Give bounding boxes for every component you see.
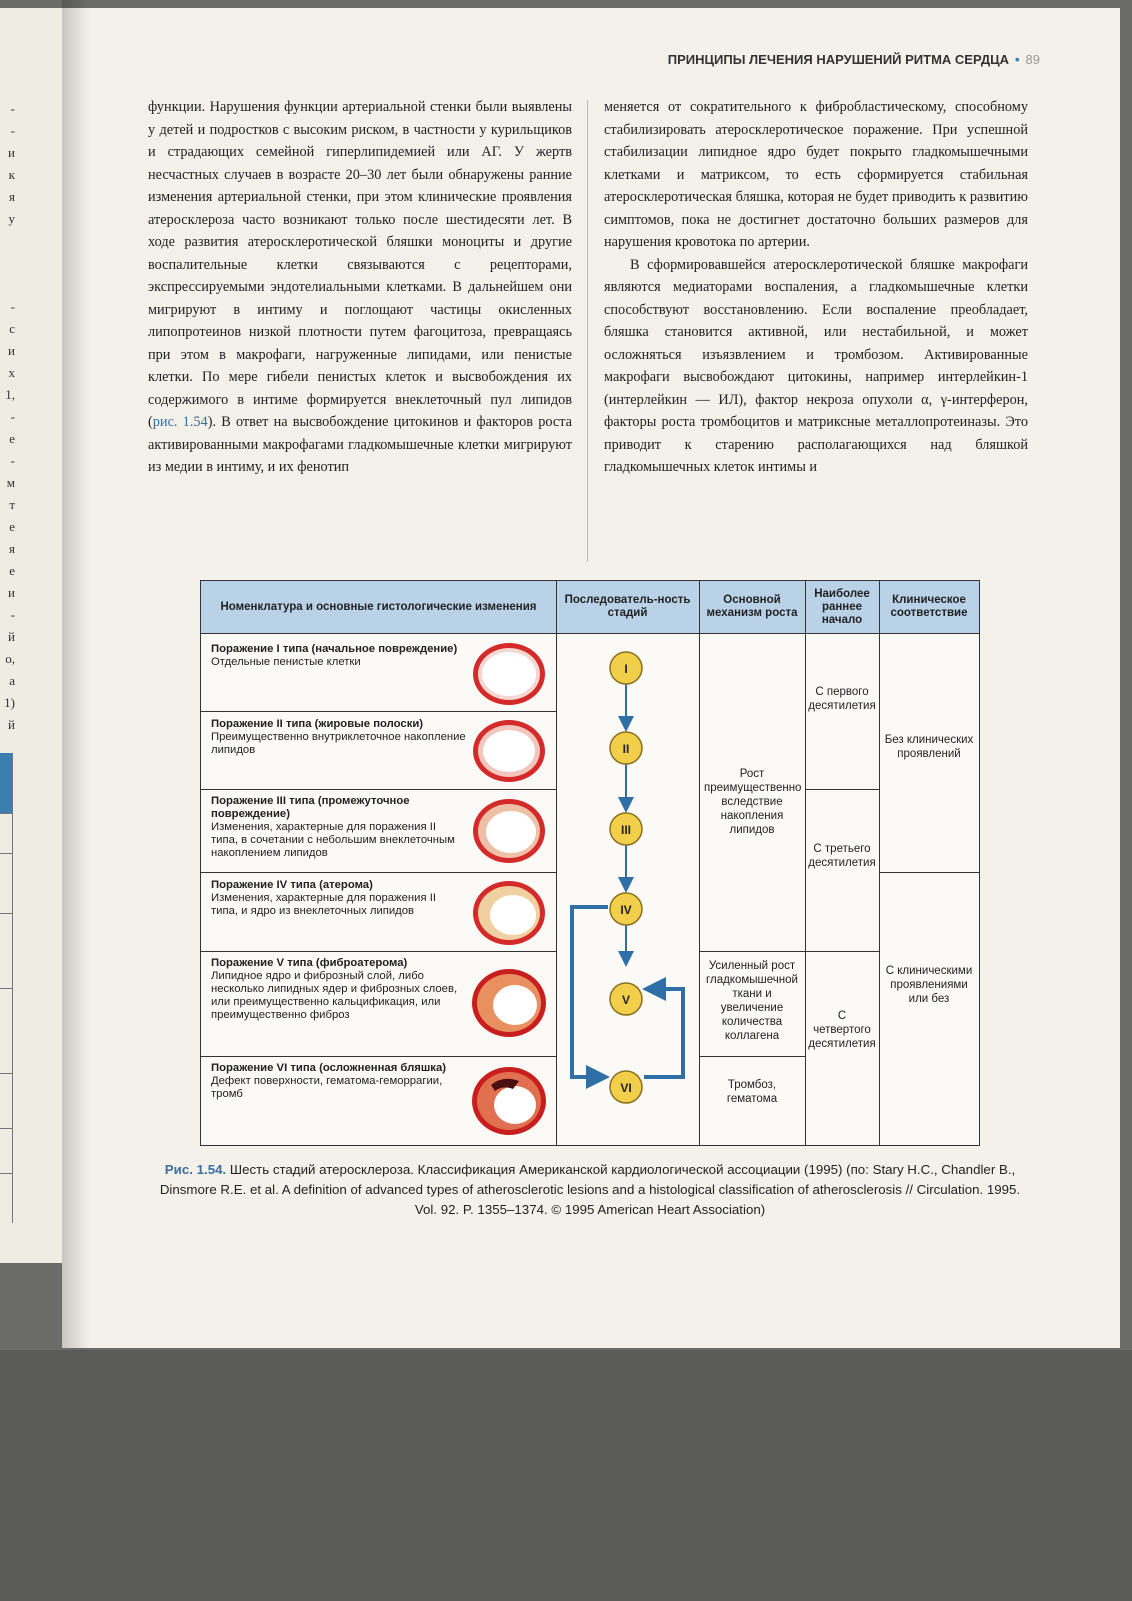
margin-fragment: а bbox=[9, 673, 15, 688]
onset-first: С первого десятилетия bbox=[808, 686, 876, 712]
clinical-none: Без клинических проявлений bbox=[884, 734, 974, 760]
lesion-title: Поражение V типа (фиброатерома) bbox=[211, 957, 408, 969]
margin-fragment: й bbox=[8, 629, 15, 644]
artery-cross-section-icon bbox=[469, 716, 549, 786]
lesion-description: Дефект поверхности, гематома-геморрагии, тромб bbox=[211, 1075, 443, 1100]
margin-fragment: и bbox=[8, 145, 15, 160]
margin-fragment: - bbox=[10, 409, 15, 424]
mechanism-lipid: Рост преимущественно вследствие накопления липидов bbox=[704, 768, 802, 836]
paragraph-text: ). В ответ на высвобождение цитокинов и факторов роста активированными макрофагами гладкомышечные клетки мигрируют из медии в интиму, и их фенотип bbox=[148, 414, 572, 475]
page-number: 89 bbox=[1025, 52, 1040, 67]
lesion-title: Поражение I типа (начальное повреждение) bbox=[211, 643, 458, 655]
running-head-separator: • bbox=[1014, 52, 1020, 67]
lesion-row-3 bbox=[211, 795, 466, 860]
lesion-title: Поражение VI типа (осложненная бляшка) bbox=[211, 1062, 447, 1074]
stage-label: I bbox=[624, 662, 628, 676]
lesion-description: Изменения, характерные для поражения II типа, и ядро из внеклеточных липидов bbox=[211, 892, 436, 917]
lesion-row-6 bbox=[211, 1062, 466, 1101]
lesion-description: Преимущественно внутриклеточное накопление липидов bbox=[211, 731, 466, 756]
paragraph bbox=[148, 96, 572, 479]
paragraph-text: функции. Нарушения функции артериальной стенки были выявлены у детей и подростков с высоким риском, в частности у курильщиков и страдающих семейной гиперлипидемией или АГ. У жертв несчастных случаев в возрасте 20–30 лет были обнаружены ранние изменения артериальной стенки, при этом клинические проявления атеросклероза часто возникают только после шестидесяти лет. В ходе развития атеросклеротической бляшки моноциты и другие воспалительные клетки связываются с рецепторами, экспрессируемыми эндотелиальными клетками. В дальнейшем они мигрируют в интиму и поглощают частицы окисленных липопротеинов низкой плотности путем фагоцитоза, превращаясь при этом в макрофаги, нагруженные липидами, или пенистые клетки. По мере гибели пенистых клеток и высвобождения их содержимого в интиме формируется внеклеточный пул липидов ( bbox=[148, 99, 572, 430]
mechanism-smooth-muscle: Усиленный рост гладкомышечной ткани и увеличение количества коллагена bbox=[706, 960, 798, 1042]
margin-fragment: х bbox=[8, 365, 15, 380]
margin-fragment: я bbox=[9, 189, 15, 204]
margin-fragment: е bbox=[9, 563, 15, 578]
running-head bbox=[590, 52, 1040, 67]
lesion-row-5 bbox=[211, 957, 466, 1022]
onset-third: С третьего десятилетия bbox=[808, 843, 876, 869]
margin-fragment: с bbox=[9, 321, 15, 336]
lesion-row-4 bbox=[211, 879, 466, 918]
margin-fragment bbox=[0, 274, 15, 296]
header-nomenclature: Номенклатура и основные гистологические изменения bbox=[220, 600, 537, 613]
lesion-row-2 bbox=[211, 718, 466, 757]
stage-label: IV bbox=[620, 903, 632, 917]
stage-marker-icon bbox=[606, 1067, 646, 1107]
lesion-title: Поражение II типа (жировые полоски) bbox=[211, 718, 424, 730]
artery-cross-section-icon bbox=[469, 1063, 549, 1139]
margin-fragment: й bbox=[8, 717, 15, 732]
stage-marker-icon bbox=[606, 809, 646, 849]
figure-caption-label: Рис. 1.54. bbox=[164, 1162, 227, 1177]
lesion-title: Поражение III типа (промежуточное повреждение) bbox=[211, 795, 410, 820]
artery-cross-section-icon bbox=[469, 965, 549, 1041]
header-onset: Наиболее раннее начало bbox=[814, 587, 870, 626]
margin-fragment: и bbox=[8, 343, 15, 358]
mechanism-thrombosis: Тромбоз, гематома bbox=[726, 1079, 778, 1105]
header-mechanism: Основной механизм роста bbox=[706, 594, 798, 619]
stage-label: II bbox=[622, 742, 630, 756]
margin-fragment: 1) bbox=[4, 695, 15, 710]
margin-fragment: у bbox=[8, 211, 15, 226]
margin-fragment: - bbox=[10, 607, 15, 622]
margin-fragment: я bbox=[9, 541, 15, 556]
left-page-edge bbox=[0, 8, 62, 1263]
figure-caption bbox=[150, 1160, 1030, 1220]
left-page-table-fragment bbox=[0, 753, 13, 1223]
header-sequence: Последователь-ность стадий bbox=[564, 594, 691, 619]
stage-label: III bbox=[620, 823, 632, 837]
margin-fragment: - bbox=[10, 123, 15, 138]
margin-fragment bbox=[0, 252, 15, 274]
clinical-with: С клиническими проявлениями или без bbox=[885, 965, 973, 1005]
stage-marker-icon bbox=[606, 648, 646, 688]
text-column-left bbox=[148, 96, 572, 479]
onset-fourth: С четвертого десятилетия bbox=[808, 1010, 876, 1050]
artery-cross-section-icon bbox=[469, 795, 549, 867]
artery-cross-section-icon bbox=[469, 639, 549, 709]
margin-fragment: 1, bbox=[5, 387, 15, 402]
lesion-description: Липидное ядро и фиброзный слой, либо несколько липидных ядер и фиброзных слоев, или преимущественно кальцификация, или преимущественно фиброз bbox=[211, 970, 458, 1021]
figure-atherosclerosis-stages bbox=[200, 580, 980, 1146]
text-column-right bbox=[604, 96, 1028, 479]
stage-marker-icon bbox=[606, 889, 646, 929]
margin-fragment: е bbox=[9, 519, 15, 534]
stage-label: V bbox=[621, 993, 631, 1007]
paragraph: В сформировавшейся атеросклеротической бляшке макрофаги являются медиаторами воспаления, а гладкомышечные клетки способствуют восстановлению. Если воспаление преобладает, бляшка становится активной, или нестабильной, и может осложняться изъязвлением и тромбозом. Активированные макрофаги высвобождают цитокины, например интерлейкин-1 (интерлейкин — ИЛ), фактор некроза опухоли α, γ-интерферон, факторы роста тромбоцитов и матриксные металлопротеиназы. Это приводит к старению располагающихся над бляшкой гладкомышечных клеток интимы и bbox=[604, 256, 1028, 475]
lesion-description: Отдельные пенистые клетки bbox=[211, 656, 361, 668]
stage-label: VI bbox=[620, 1081, 632, 1095]
running-head-title: ПРИНЦИПЫ ЛЕЧЕНИЯ НАРУШЕНИЙ РИТМА СЕРДЦА bbox=[667, 52, 1009, 67]
page-gutter-shadow bbox=[62, 0, 90, 1348]
paragraph: меняется от сократительного к фибробластическому, способному стабилизировать атеросклеротическое поражение. При успешной стабилизации липидное ядро будет покрыто гладкомышечными клетками и матриксом, то есть сформируется стабильная атеросклеротическая бляшка, которая не будет приводить к развитию симптомов, пока не достигнет достаточно больших размеров для нарушения кровотока по артерии. bbox=[604, 99, 1028, 250]
header-clinical: Клиническое соответствие bbox=[890, 594, 968, 619]
column-divider bbox=[587, 100, 588, 562]
figure-reference-link[interactable]: рис. 1.54 bbox=[152, 414, 208, 430]
lesion-description: Изменения, характерные для поражения II типа, в сочетании с небольшим внеклеточным накоплением липидов bbox=[211, 821, 455, 859]
margin-fragment: е bbox=[9, 431, 15, 446]
lesion-row-1 bbox=[211, 643, 466, 669]
left-margin-fragments bbox=[0, 98, 15, 736]
stage-marker-icon bbox=[606, 728, 646, 768]
figure-caption-text: Шесть стадий атеросклероза. Классификация Американской кардиологической ассоциации (1995) (по: Stary H.C., Chandler B., Dinsmore R.E. et al. A definition of advanced types of atherosclerotic lesions and a histological classification of atherosclerosis // Circulation. 1995. Vol. 92. P. 1355–1374. © 1995 American Heart Association) bbox=[159, 1162, 1021, 1217]
margin-fragment: т bbox=[9, 497, 15, 512]
margin-fragment: - bbox=[10, 101, 15, 116]
margin-fragment: - bbox=[10, 453, 15, 468]
lesion-title: Поражение IV типа (атерома) bbox=[211, 879, 373, 891]
margin-fragment: к bbox=[8, 167, 15, 182]
margin-fragment: м bbox=[6, 475, 15, 490]
margin-fragment bbox=[0, 230, 15, 252]
margin-fragment: - bbox=[10, 299, 15, 314]
stage-marker-icon bbox=[606, 979, 646, 1019]
margin-fragment: о, bbox=[5, 651, 15, 666]
artery-cross-section-icon bbox=[469, 877, 549, 949]
margin-fragment: и bbox=[8, 585, 15, 600]
